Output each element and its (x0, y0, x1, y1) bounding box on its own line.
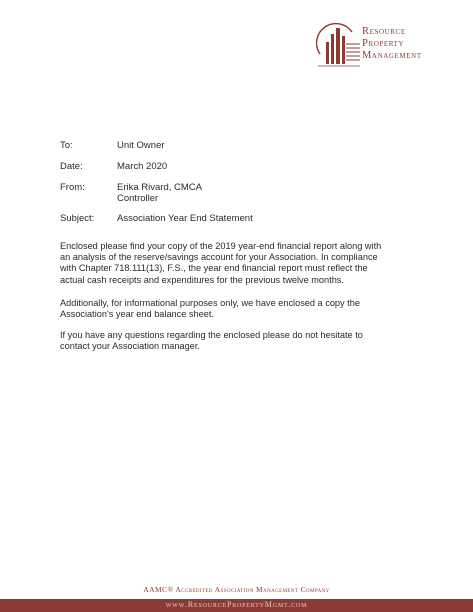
footer-tagline: AAMC® Accredited Association Management Company (143, 585, 330, 594)
paragraph-1-line-1: Enclosed please find your copy of the 2019 year-end financial report along with (60, 241, 382, 251)
date-label: Date: (60, 161, 83, 172)
to-value: Unit Owner (117, 140, 165, 151)
logo-line-2: Property (362, 38, 405, 49)
paragraph-2-line-2: Association's year end balance sheet. (60, 309, 214, 320)
building-logo-icon (316, 20, 362, 70)
from-label: From: (60, 182, 85, 193)
paragraph-1 (60, 241, 405, 286)
paragraph-2 (60, 298, 405, 320)
to-label: To: (60, 140, 73, 151)
paragraph-3-line-2: contact your Association manager. (60, 341, 200, 352)
company-logo (316, 20, 456, 72)
from-name: Erika Rivard, CMCA (117, 182, 202, 193)
paragraph-1-line-3: with Chapter 718.111(13), F.S., the year end financial report must reflect the (60, 263, 368, 274)
logo-wordmark (362, 26, 422, 62)
subject-value: Association Year End Statement (117, 213, 253, 224)
logo-line-3: Management (362, 50, 422, 61)
logo-line-1: Resource (362, 26, 406, 37)
from-title: Controller (117, 193, 159, 204)
paragraph-1-line-2: an analysis of the reserve/savings account for your Association. In compliance (60, 252, 378, 263)
paragraph-3-line-1: If you have any questions regarding the enclosed please do not hesitate to (60, 330, 363, 340)
footer-url: www.ResourcePropertyMgmt.com (165, 600, 308, 609)
paragraph-3 (60, 330, 405, 352)
date-value: March 2020 (117, 161, 168, 172)
subject-label: Subject: (60, 213, 95, 224)
paragraph-1-line-4: actual cash receipts and expenditures for the previous twelve months. (60, 274, 344, 285)
paragraph-2-line-1: Additionally, for informational purposes only, we have enclosed a copy the (60, 298, 360, 308)
